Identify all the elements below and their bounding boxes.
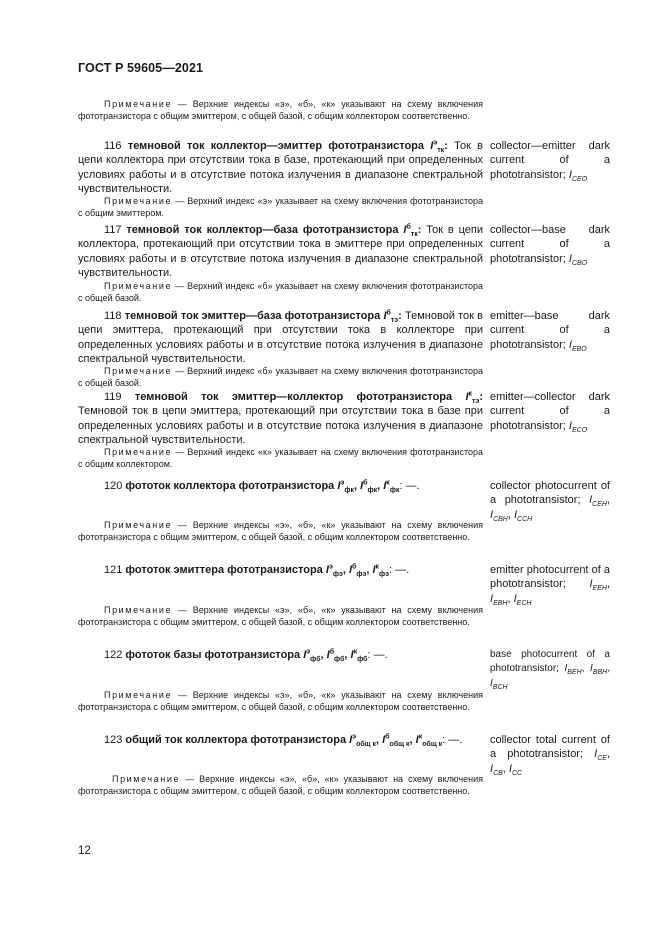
term-123: 123 общий ток коллектора фототранзистора $I^э_{общ к}$, $I^б_{общ к}$, $I^к_{общ к}$: —. — [104, 733, 463, 749]
note-121: Примечание — Верхние индексы «э», «б», «к» указывают на схему включения фототранзистора с общим эмиттером, с общей базой, с общим коллектором соответственно. — [78, 605, 483, 627]
en-term-120: collector photocurrent of a phototransistor; $I_{CEH}$, $I_{CBH}$, $I_{CCH}$ — [490, 480, 610, 523]
en-term-121: emitter photocurrent of a phototransistor; $I_{EEH}$, $I_{EBH}$, $I_{ECH}$ — [490, 564, 610, 607]
term-name: темновой ток коллектор—эмиттер фототранзистора — [127, 140, 425, 152]
term-120: 120 фототок коллектора фототранзистора $I^э_{фк}$, $I^б_{фк}$, $I^к_{фк}$: —. — [104, 479, 420, 495]
term-definition: Ток в цепи коллектора при отсутствии тока в базе, протекающий при определенных условиях работы и в отсутствие потока излучения в диапазоне спектральной чувствительности. — [78, 140, 484, 196]
term-number: 116 — [104, 140, 122, 152]
note-122: Примечание — Верхние индексы «э», «б», «к» указывают на схему включения фототранзистора с общим эмиттером, с общей базой, с общим коллектором соответственно. — [78, 690, 483, 712]
note-label: Примечание — [104, 99, 173, 109]
note-123: Примечание — Верхние индексы «э», «б», «к» указывают на схему включения фототранзистора с общим эмиттером, с общей базой, с общим коллектором соответственно. — [78, 774, 483, 796]
en-term-122: base photocurrent of a phototransistor; $I_{BEH}$, $I_{BBH}$, $I_{BCH}$ — [490, 649, 610, 691]
en-term-117: collector—base dark current of a phototransistor; $I_{CBO}$ — [490, 224, 610, 267]
note-intro — [78, 99, 483, 123]
term-symbol: $I^э_{тк}$: — [430, 139, 448, 155]
note-117: Примечание — Верхний индекс «б» указывает на схему включения фототранзистора с общей базой. — [78, 281, 483, 303]
term-116 — [78, 139, 483, 197]
en-term-116: collector—emitter dark current of a phototransistor; $I_{CEO}$ — [490, 140, 610, 183]
term-117: 117 темновой ток коллектор—база фототранзистора $I^б_{тк}$: Ток в цепи коллектора, протекающий при отсутствии тока в эмиттере при определенных условиях работы и в отсутствие потока излучения в диапазоне спектральной чувствительности. — [78, 223, 484, 280]
note-116: Примечание — Верхний индекс «э» указывает на схему включения фототранзистора с общим эмиттером. — [78, 196, 483, 218]
note-120: Примечание — Верхние индексы «э», «б», «к» указывают на схему включения фототранзистора с общим эмиттером, с общей базой, с общим коллектором соответственно. — [78, 520, 483, 542]
note-text: — Верхние индексы «э», «б», «к» указывают на схему включения фототранзистора с общим эмиттером, с общей базой, с общим коллектором соответственно. — [78, 99, 483, 121]
en-term-123: collector total current of a phototransistor; $I_{CE}$, $I_{CB}$, $I_{CC}$ — [490, 734, 610, 777]
term-symbol: $I^б_{тк}$: — [403, 223, 422, 239]
term-symbol: $I^б_{тэ}$: — [383, 309, 402, 325]
term-symbol: $I^к_{тэ}$: — [465, 390, 483, 406]
en-term-119: emitter—collector dark current of a phototransistor; $I_{ECO}$ — [490, 391, 610, 434]
page-number: 12 — [78, 845, 91, 857]
term-122: 122 фототок базы фототранзистора $I^э_{фб}$, $I^б_{фб}$, $I^к_{фб}$: —. — [104, 648, 388, 664]
en-term-118: emitter—base dark current of a phototransistor; $I_{EBO}$ — [490, 310, 610, 353]
note-119: Примечание — Верхний индекс «к» указывает на схему включения фототранзистора с общим коллектором. — [78, 447, 483, 469]
term-121: 121 фототок эмиттера фототранзистора $I^э_{фэ}$, $I^б_{фэ}$, $I^к_{фэ}$: —. — [104, 563, 410, 579]
term-118: 118 темновой ток эмиттер—база фототранзистора $I^б_{тэ}$: Темновой ток в цепи эмиттера, протекающий при отсутствии тока в коллекторе при определенных условиях работы и в отсутствие потока излучения в диапазоне спектральной чувствительности. — [78, 309, 484, 366]
document-code: ГОСТ Р 59605—2021 — [78, 61, 204, 75]
term-119: 119 темновой ток эмиттер—коллектор фототранзистора $I^к_{тэ}$: Темновой ток в цепи эмиттера, протекающий при отсутствии тока в базе при определенных условиях работы и в отсутствие потока излучения в диапазоне спектральной чувствительности. — [78, 390, 483, 447]
note-118: Примечание — Верхний индекс «б» указывает на схему включения фототранзистора с общей базой. — [78, 366, 483, 388]
